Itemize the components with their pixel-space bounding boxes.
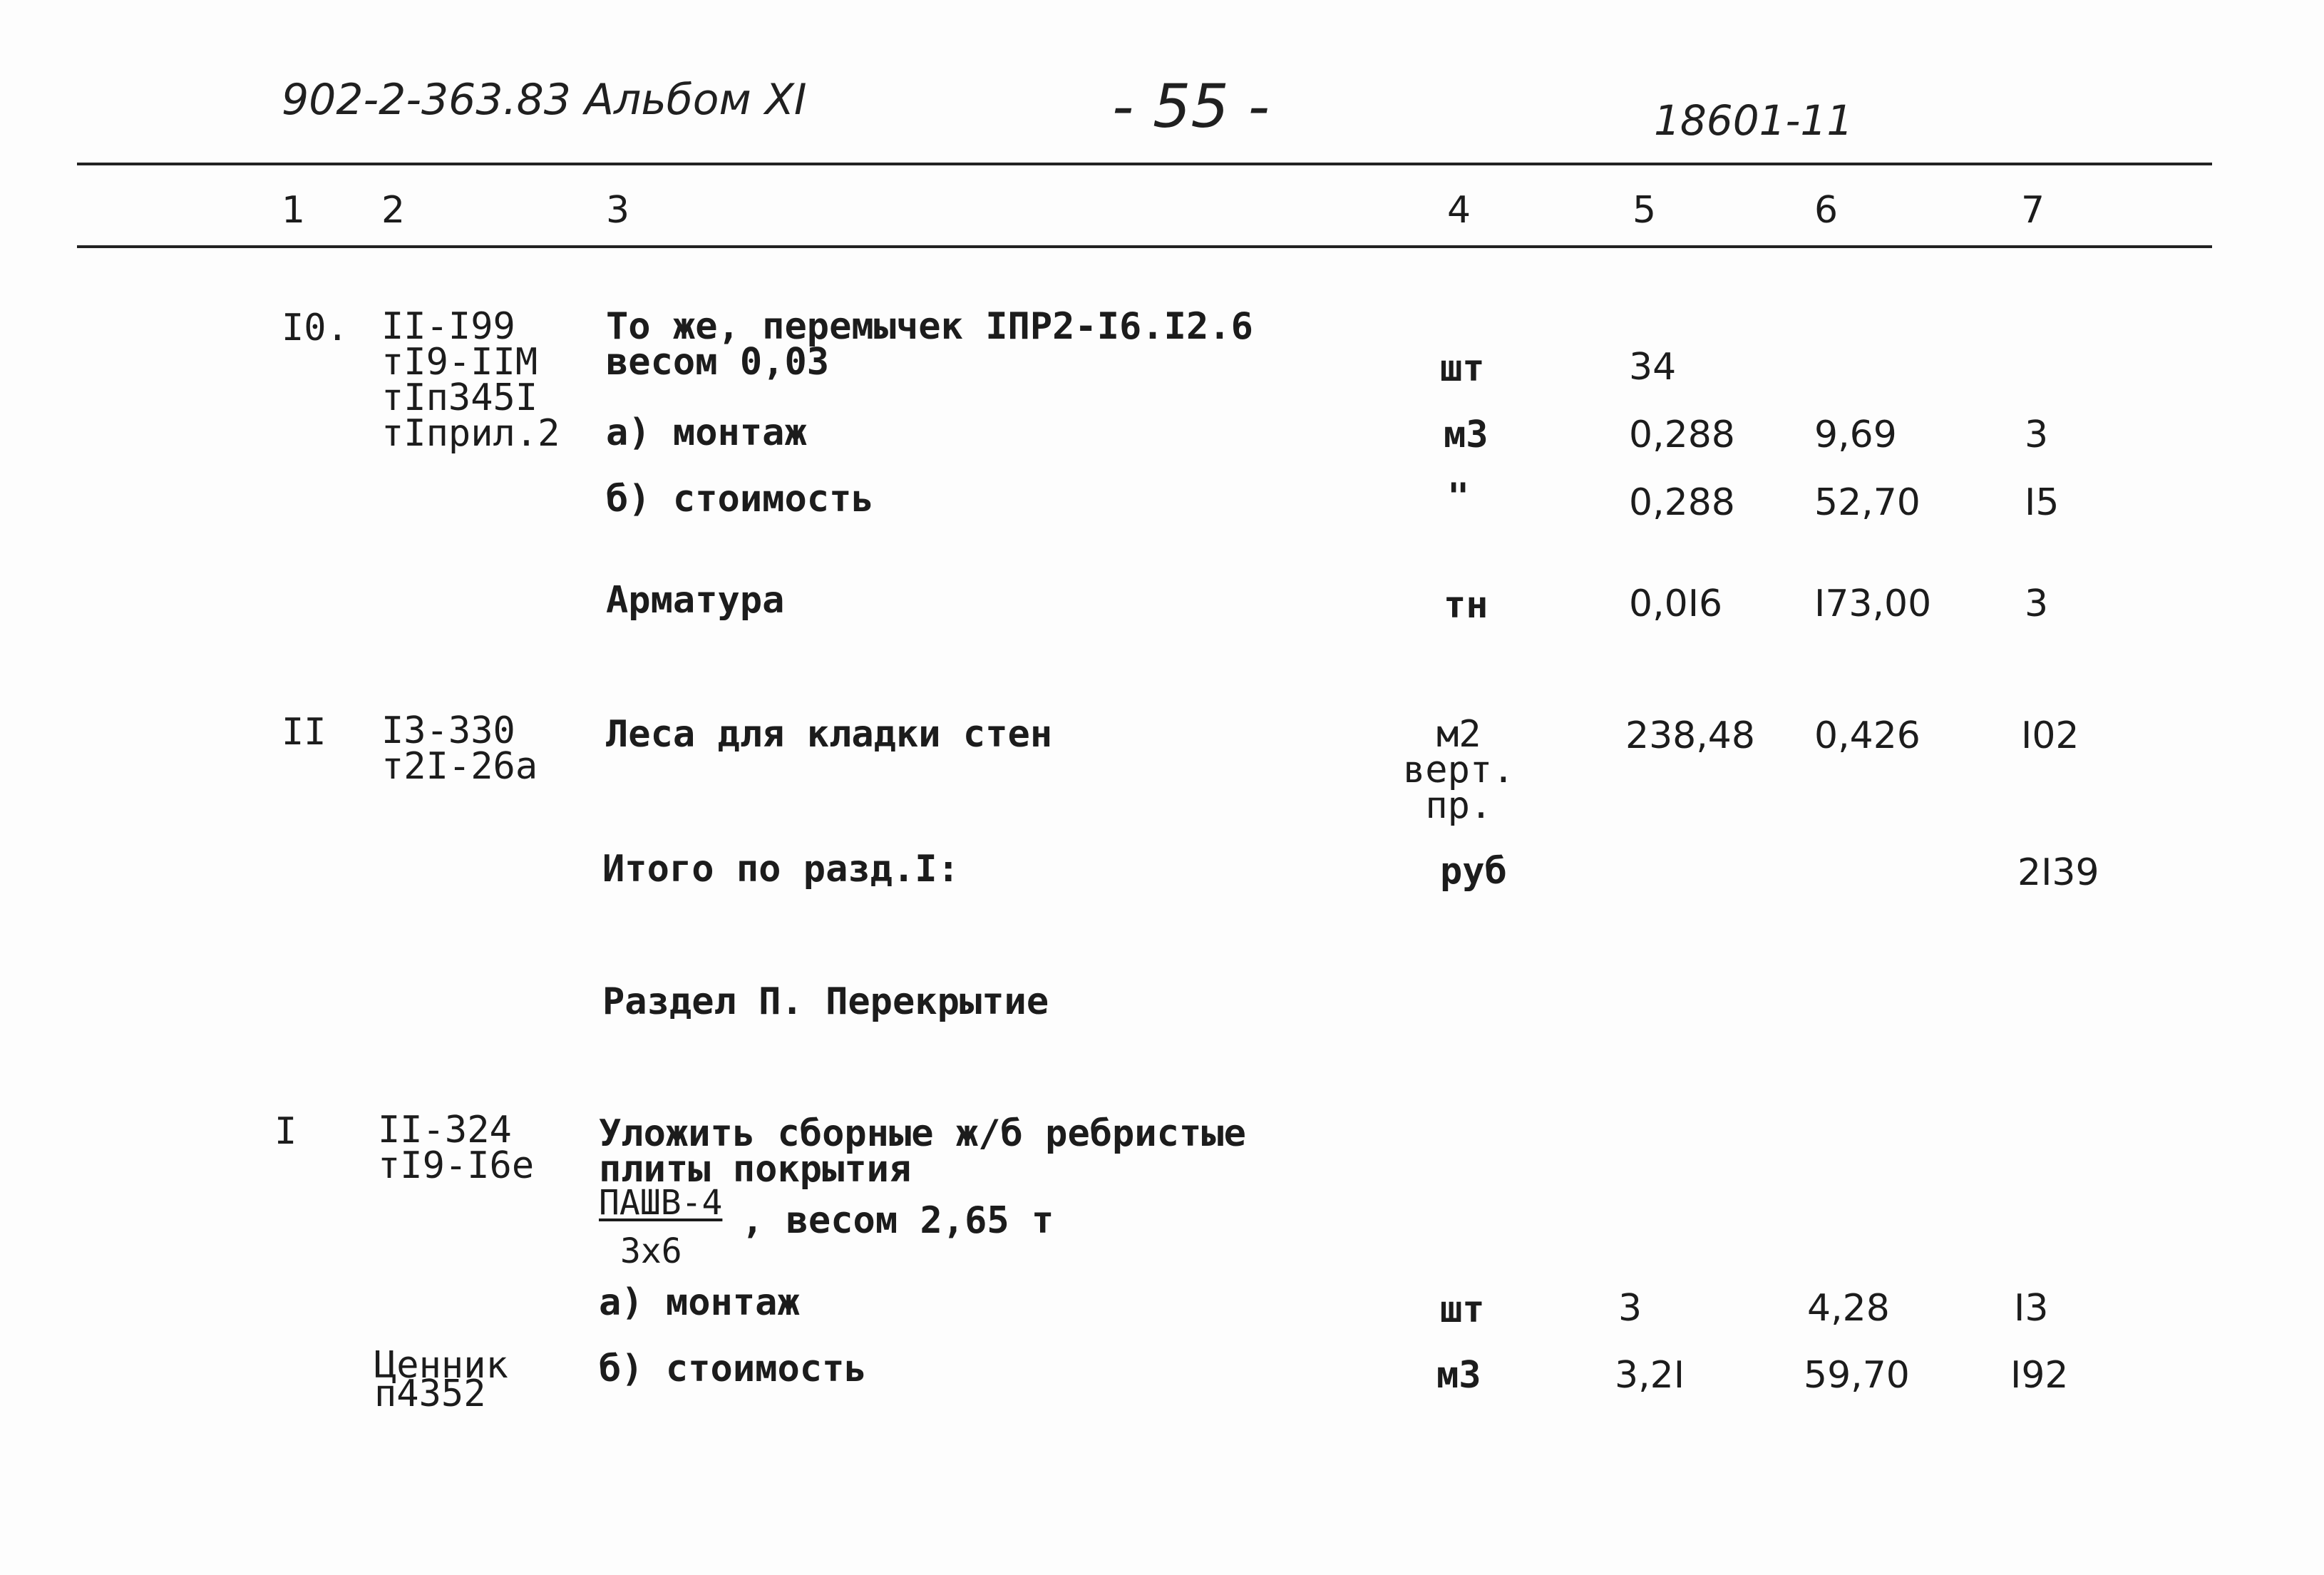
- unit: шт: [1440, 347, 1485, 390]
- unit-price: 52,70: [1814, 481, 1921, 524]
- norm-reference: II-324 тI9-I6е: [378, 1109, 535, 1187]
- item-title: Уложить сборные ж/б ребристые плиты покрытия: [599, 1112, 1246, 1191]
- total-cost: 3: [2025, 583, 2049, 625]
- unit-price: 59,70: [1804, 1354, 1910, 1397]
- item-description: б) стоимость: [599, 1348, 867, 1390]
- unit-price: 0,426: [1814, 714, 1921, 757]
- column-header-6: 6: [1814, 189, 1839, 232]
- row-number: I0.: [282, 307, 349, 349]
- quantity: 34: [1629, 346, 1677, 389]
- slab-weight: , весом 2,65 т: [741, 1199, 1054, 1242]
- total-cost: 3: [2025, 414, 2049, 456]
- quantity: 238,48: [1625, 714, 1755, 757]
- total-cost: I02: [2021, 714, 2079, 757]
- document-code: 902-2-363.83 Альбом XI: [282, 75, 807, 125]
- section-total-label: Итого по разд.I:: [602, 848, 960, 891]
- price-list-reference: Ценник п4352: [374, 1344, 508, 1415]
- item-description: Леса для кладки стен: [606, 713, 1053, 756]
- document-number: 18601-11: [1654, 96, 1853, 145]
- slab-size: 3х6: [620, 1231, 682, 1271]
- total-cost: I3: [2014, 1287, 2049, 1330]
- norm-reference: II-I99 тI9-IIM тIп345I тIприл.2: [381, 305, 560, 455]
- page-number: - 55 -: [1112, 71, 1270, 141]
- quantity: 3: [1618, 1287, 1642, 1330]
- column-header-1: 1: [282, 189, 306, 232]
- item-description: б) стоимость: [606, 478, 874, 520]
- item-title: То же, перемычек IПР2-I6.I2.6 весом 0,03: [606, 305, 1253, 384]
- column-header-3: 3: [606, 189, 630, 232]
- unit: м2 верт. пр.: [1403, 713, 1515, 827]
- norm-reference: I3-330 т2I-26а: [381, 709, 538, 788]
- column-header-7: 7: [2021, 189, 2045, 232]
- quantity: 0,288: [1629, 414, 1735, 456]
- quantity: 0,288: [1629, 481, 1735, 524]
- column-header-5: 5: [1633, 189, 1657, 232]
- unit: м3: [1436, 1354, 1481, 1397]
- row-number: II: [282, 711, 327, 754]
- unit: шт: [1440, 1288, 1485, 1331]
- column-header-2: 2: [381, 189, 406, 232]
- item-description: а) монтаж: [606, 411, 807, 454]
- unit: тн: [1444, 584, 1489, 627]
- unit: м3: [1444, 414, 1489, 456]
- slab-mark: ПАШВ-4: [599, 1183, 723, 1223]
- unit: руб: [1440, 850, 1507, 893]
- unit: ": [1447, 476, 1470, 518]
- section-heading: Раздел П. Перекрытие: [602, 980, 1049, 1023]
- header-top-rule: [77, 163, 2212, 165]
- total-cost: I92: [2010, 1354, 2069, 1397]
- unit-price: 9,69: [1814, 414, 1897, 456]
- item-description: а) монтаж: [599, 1281, 800, 1324]
- row-number: I: [274, 1110, 297, 1153]
- total-cost: I5: [2025, 481, 2060, 524]
- unit-price: I73,00: [1814, 583, 1932, 625]
- item-description: Арматура: [606, 579, 785, 622]
- section-total-value: 2I39: [2017, 851, 2099, 894]
- header-bottom-rule: [77, 245, 2212, 248]
- unit-price: 4,28: [1807, 1287, 1890, 1330]
- quantity: 3,2I: [1615, 1354, 1685, 1397]
- column-header-4: 4: [1447, 189, 1471, 232]
- quantity: 0,0I6: [1629, 583, 1723, 625]
